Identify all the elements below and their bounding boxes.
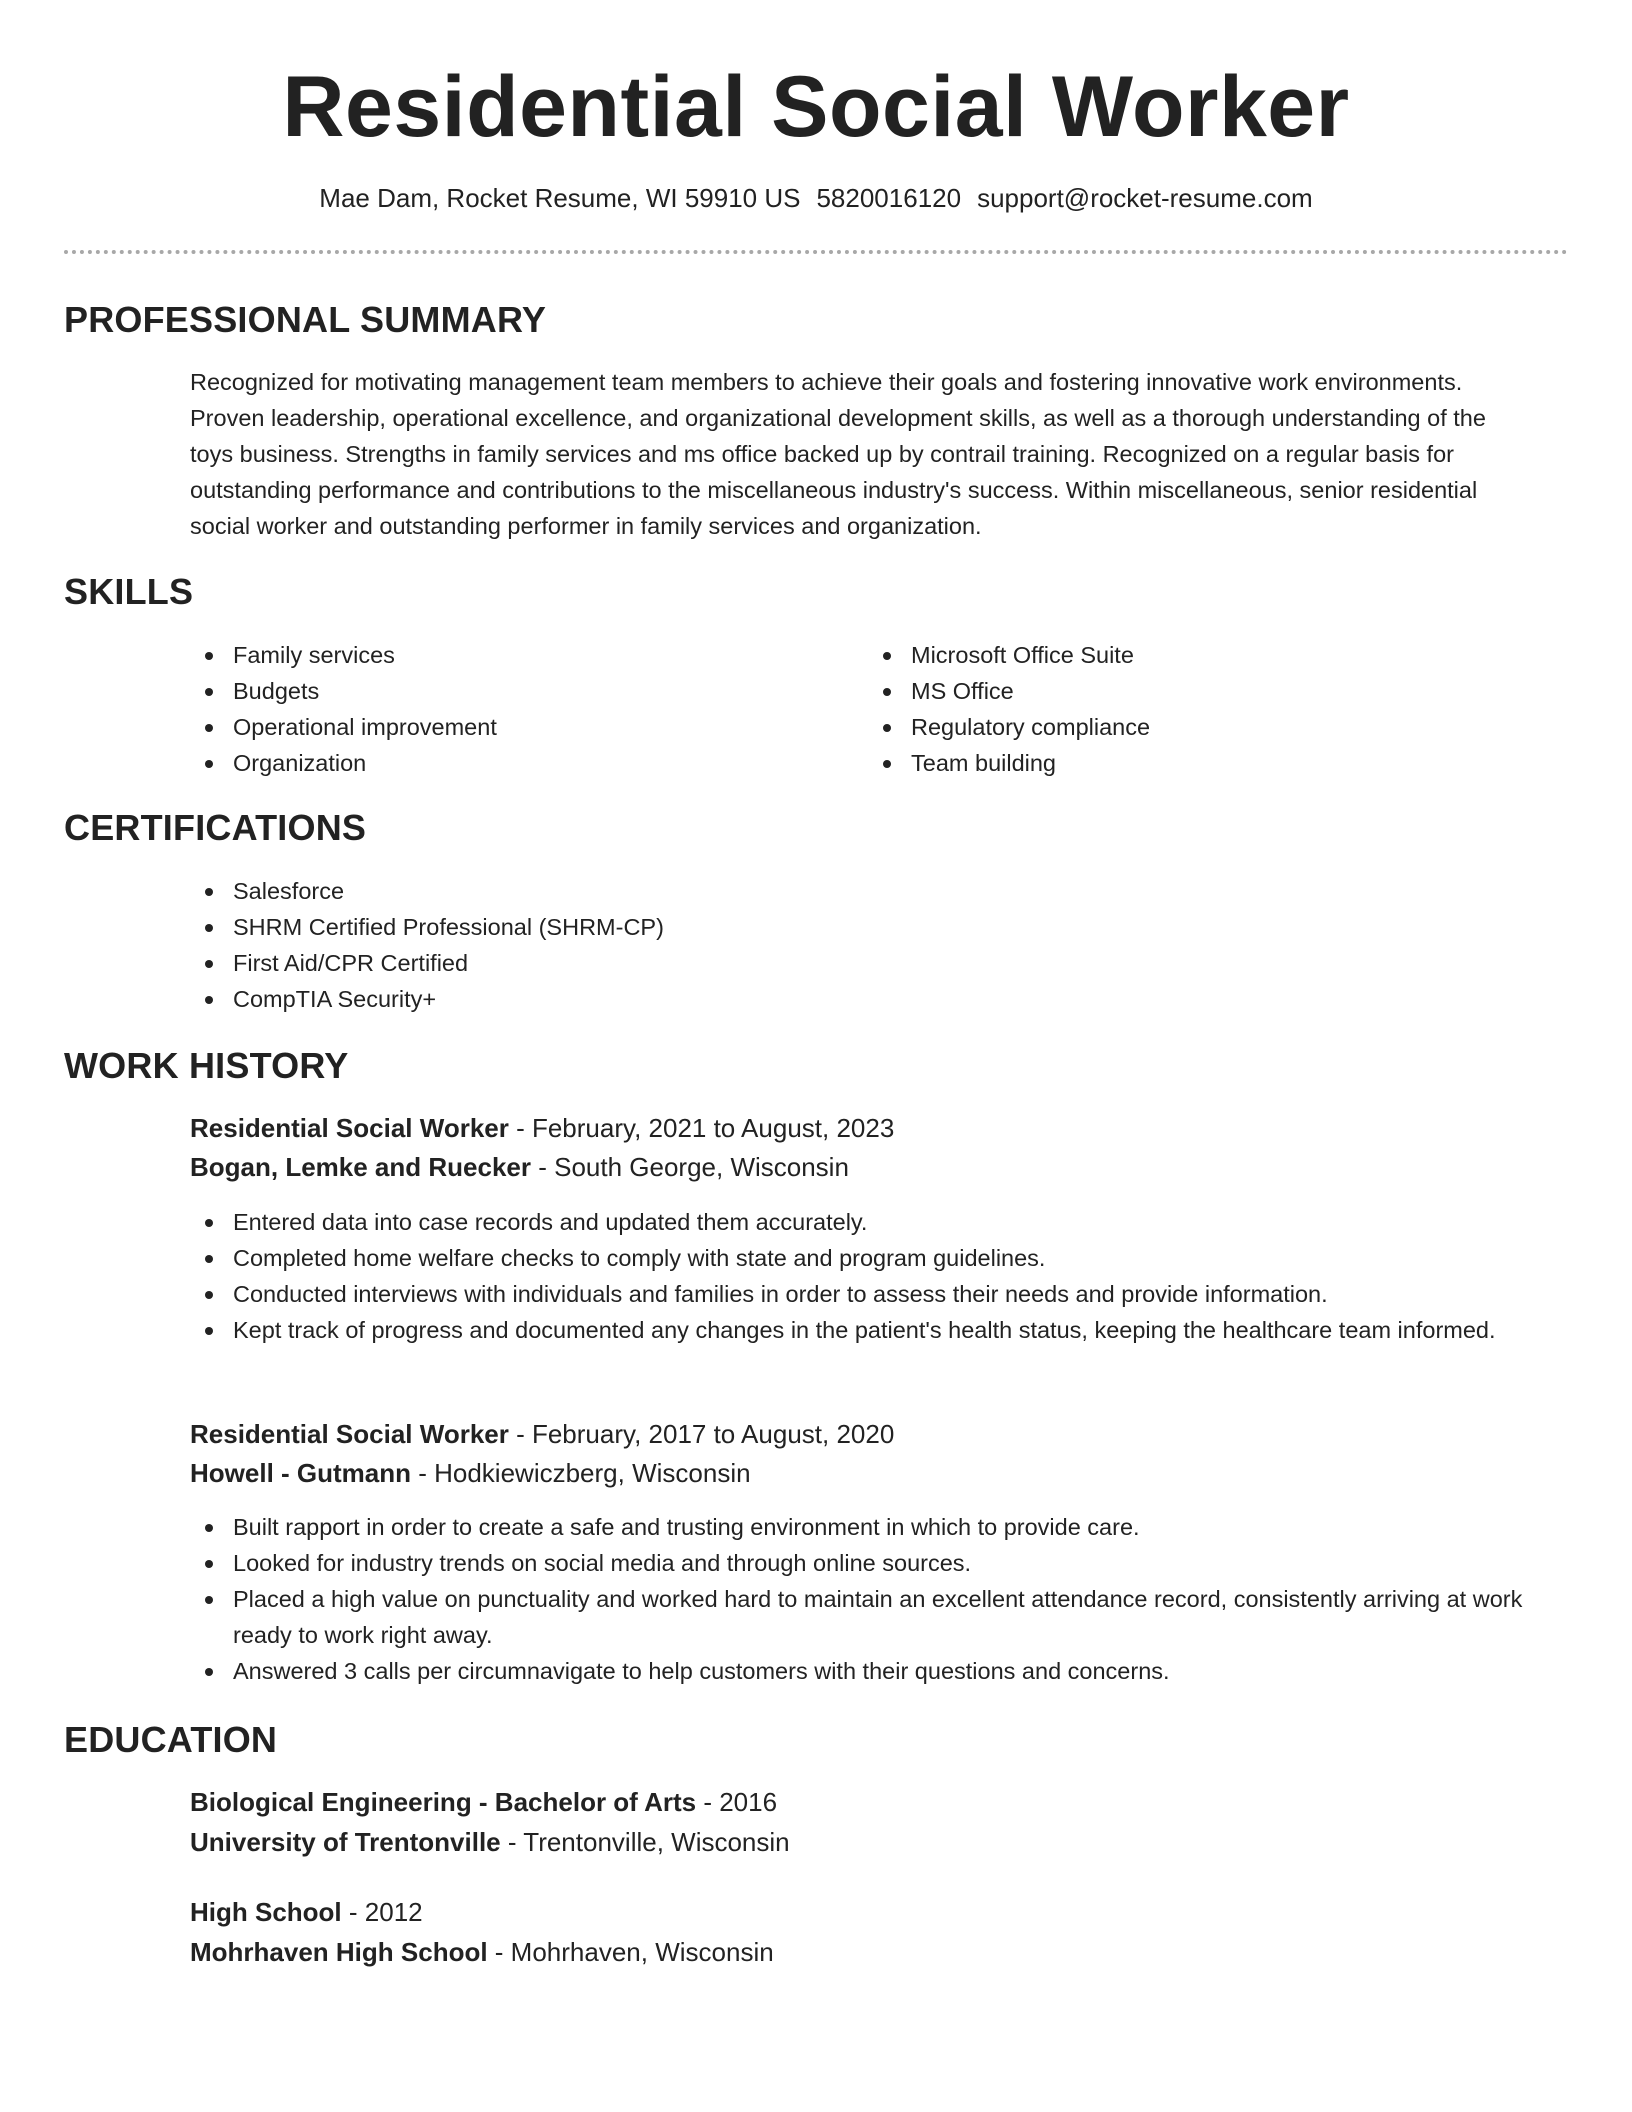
certifications-list xyxy=(190,873,1190,1017)
education-school: Mohrhaven High School xyxy=(190,1937,488,1967)
bullet-icon xyxy=(205,1524,213,1532)
job-bullet: Placed a high value on punctuality and worked hard to maintain an excellent attendance record, consistently arriving at work ready to work right away. xyxy=(190,1581,1570,1653)
education-degree: High School xyxy=(190,1897,342,1927)
education-school-line xyxy=(190,1934,774,1970)
education-school: University of Trentonville xyxy=(190,1827,501,1857)
job-company-line xyxy=(190,1455,751,1491)
skills-list-left xyxy=(190,637,830,781)
job-location: - South George, Wisconsin xyxy=(531,1152,849,1182)
bullet-icon xyxy=(205,1560,213,1568)
job-dates: - February, 2021 to August, 2023 xyxy=(508,1113,895,1143)
bullet-icon xyxy=(205,1596,213,1604)
skill-item: Budgets xyxy=(190,673,830,709)
skill-item: Regulatory compliance xyxy=(868,709,1508,745)
education-degree-line xyxy=(190,1784,777,1820)
bullet-icon xyxy=(883,688,891,696)
job-bullet: Kept track of progress and documented any changes in the patient's health status, keeping the healthcare team informed. xyxy=(190,1312,1570,1348)
job-bullet: Completed home welfare checks to comply with state and program guidelines. xyxy=(190,1240,1570,1276)
bullet-icon xyxy=(205,760,213,768)
bullet-icon xyxy=(205,888,213,896)
job-dates: - February, 2017 to August, 2020 xyxy=(508,1419,895,1449)
bullet-icon xyxy=(205,724,213,732)
contact-email[interactable]: support@rocket-resume.com xyxy=(977,183,1313,213)
skill-item: Family services xyxy=(190,637,830,673)
summary-line: social worker and outstanding performer in family services and organization. xyxy=(190,513,982,539)
bullet-icon xyxy=(205,1219,213,1227)
certification-item: First Aid/CPR Certified xyxy=(190,945,1190,981)
summary-line: toys business. Strengths in family services and ms office backed up by contrail training. Recognized on a regular basis for xyxy=(190,441,1454,467)
bullet-icon xyxy=(205,924,213,932)
job-bullet: Entered data into case records and updated them accurately. xyxy=(190,1204,1570,1240)
bullet-icon xyxy=(205,1255,213,1263)
job-bullets xyxy=(190,1509,1570,1689)
section-title-education: EDUCATION xyxy=(64,1719,278,1760)
summary-text xyxy=(190,364,1570,544)
certification-item: CompTIA Security+ xyxy=(190,981,1190,1017)
summary-line: Recognized for motivating management team members to achieve their goals and fostering innovative work environments. xyxy=(190,369,1463,395)
job-role: Residential Social Worker xyxy=(190,1419,509,1449)
education-year: - 2012 xyxy=(341,1897,423,1927)
job-bullet: Answered 3 calls per circumnavigate to help customers with their questions and concerns. xyxy=(190,1653,1570,1689)
job-bullet: Conducted interviews with individuals and families in order to assess their needs and provide information. xyxy=(190,1276,1570,1312)
job-location: - Hodkiewiczberg, Wisconsin xyxy=(411,1458,751,1488)
bullet-icon xyxy=(205,996,213,1004)
job-role: Residential Social Worker xyxy=(190,1113,509,1143)
job-title-line xyxy=(190,1110,894,1146)
resume-title: Residential Social Worker xyxy=(282,59,1350,155)
bullet-icon xyxy=(205,1327,213,1335)
section-title-summary: PROFESSIONAL SUMMARY xyxy=(64,299,547,340)
job-company-line xyxy=(190,1149,849,1185)
job-bullet: Looked for industry trends on social media and through online sources. xyxy=(190,1545,1570,1581)
skill-item: Operational improvement xyxy=(190,709,830,745)
certification-item: SHRM Certified Professional (SHRM-CP) xyxy=(190,909,1190,945)
skill-item: Microsoft Office Suite xyxy=(868,637,1508,673)
certification-item: Salesforce xyxy=(190,873,1190,909)
job-title-line xyxy=(190,1416,894,1452)
education-school-line xyxy=(190,1824,790,1860)
education-degree-line xyxy=(190,1894,423,1930)
section-title-work-history: WORK HISTORY xyxy=(64,1045,349,1086)
skill-item: Team building xyxy=(868,745,1508,781)
skill-item: Organization xyxy=(190,745,830,781)
contact-phone: 5820016120 xyxy=(816,183,962,213)
bullet-icon xyxy=(883,760,891,768)
job-bullet: Built rapport in order to create a safe and trusting environment in which to provide care. xyxy=(190,1509,1570,1545)
job-company: Howell - Gutmann xyxy=(190,1458,411,1488)
skills-list-right xyxy=(868,637,1508,781)
bullet-icon xyxy=(883,652,891,660)
skill-item: MS Office xyxy=(868,673,1508,709)
contact-line xyxy=(0,180,1632,216)
header-divider xyxy=(64,250,1568,254)
education-year: - 2016 xyxy=(696,1787,778,1817)
bullet-icon xyxy=(883,724,891,732)
summary-line: outstanding performance and contributions to the miscellaneous industry's success. Within miscellaneous, senior residential xyxy=(190,477,1478,503)
job-bullets xyxy=(190,1204,1570,1348)
education-location: - Mohrhaven, Wisconsin xyxy=(487,1937,774,1967)
education-degree: Biological Engineering - Bachelor of Arts xyxy=(190,1787,697,1817)
bullet-icon xyxy=(205,688,213,696)
bullet-icon xyxy=(205,960,213,968)
summary-line: Proven leadership, operational excellence, and organizational development skills, as well as a thorough understanding of the xyxy=(190,405,1486,431)
contact-address: Mae Dam, Rocket Resume, WI 59910 US xyxy=(319,183,801,213)
bullet-icon xyxy=(205,1291,213,1299)
education-location: - Trentonville, Wisconsin xyxy=(500,1827,790,1857)
job-company: Bogan, Lemke and Ruecker xyxy=(190,1152,531,1182)
bullet-icon xyxy=(205,652,213,660)
section-title-skills: SKILLS xyxy=(64,571,194,612)
bullet-icon xyxy=(205,1668,213,1676)
section-title-certifications: CERTIFICATIONS xyxy=(64,807,367,848)
